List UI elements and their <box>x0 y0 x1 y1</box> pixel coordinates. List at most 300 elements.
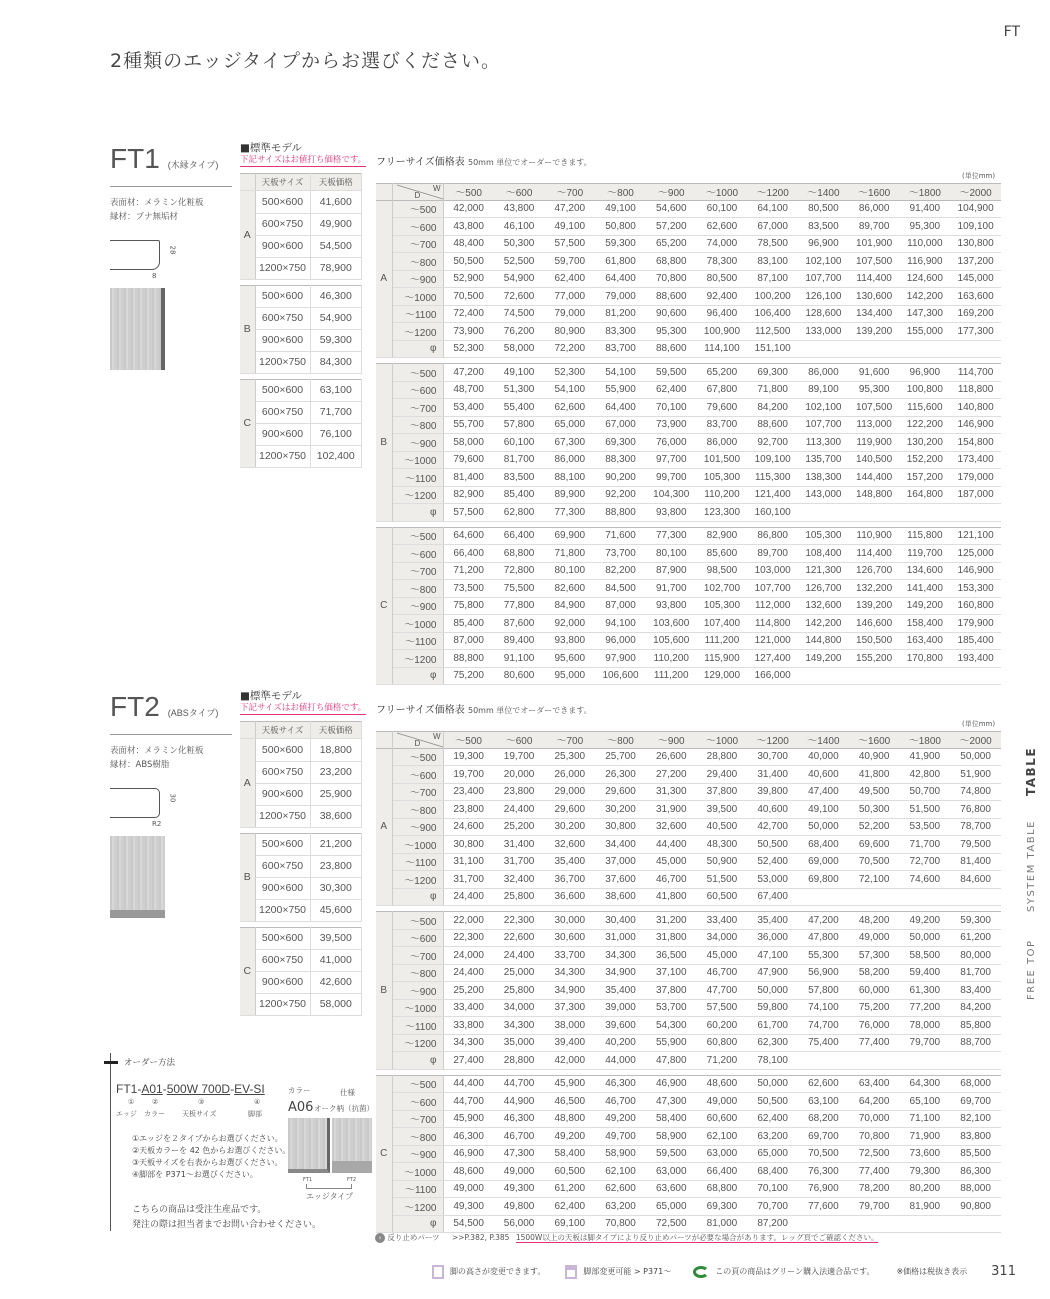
price-cell: 147,300 <box>899 305 950 323</box>
price-cell: 82,100 <box>950 1110 1001 1128</box>
price-cell: 65,200 <box>646 235 697 253</box>
price-cell: 30,400 <box>595 912 646 930</box>
price-cell: 24,000 <box>443 947 494 965</box>
price-cell: 68,800 <box>697 1180 748 1198</box>
price-cell: 29,400 <box>697 766 748 784</box>
price-cell: 137,200 <box>950 253 1001 271</box>
price-row <box>376 562 1001 580</box>
std-size: 500×600 <box>255 285 310 307</box>
price-cell: 31,800 <box>646 929 697 947</box>
price-cell: 89,700 <box>747 545 798 563</box>
empty-cell <box>899 667 950 685</box>
price-cell: 62,400 <box>747 1110 798 1128</box>
price-cell: 63,400 <box>849 1075 900 1093</box>
price-row <box>376 527 1001 545</box>
price-cell: 38,600 <box>595 888 646 906</box>
price-cell: 46,700 <box>646 871 697 889</box>
std-note: 下記サイズはお値打ち価格です。 <box>240 155 367 165</box>
price-cell: 25,800 <box>494 888 545 906</box>
d-header: ～900 <box>392 270 443 288</box>
price-row <box>376 545 1001 563</box>
std-row <box>240 899 362 921</box>
unit-label: (単位mm) <box>962 172 996 180</box>
empty-cell <box>950 504 1001 522</box>
side-tab-system-table[interactable]: SYSTEM TABLE <box>1026 820 1037 912</box>
edge-bracket <box>306 1184 352 1189</box>
price-row <box>376 253 1001 271</box>
price-cell: 101,900 <box>849 235 900 253</box>
price-cell: 126,700 <box>849 562 900 580</box>
d-header: ～700 <box>392 1110 443 1128</box>
price-row <box>376 1017 1001 1035</box>
price-cell: 48,600 <box>697 1075 748 1093</box>
w-header: ～1000 <box>697 184 748 200</box>
std-row <box>240 877 362 899</box>
price-cell: 57,500 <box>544 235 595 253</box>
swatch-ft2 <box>332 1118 372 1173</box>
price-cell: 50,300 <box>849 801 900 819</box>
price-cell: 69,900 <box>544 527 595 545</box>
std-price: 39,500 <box>310 927 362 949</box>
std-row <box>240 445 362 467</box>
std-size: 1200×750 <box>255 805 310 827</box>
price-cell: 173,400 <box>950 451 1001 469</box>
price-cell: 109,100 <box>950 218 1001 236</box>
price-cell: 121,100 <box>950 527 1001 545</box>
std-price: 71,700 <box>310 401 362 423</box>
price-cell: 60,800 <box>697 1034 748 1052</box>
price-row <box>376 1180 1001 1198</box>
price-cell: 107,700 <box>798 416 849 434</box>
d-header: ～800 <box>392 964 443 982</box>
price-cell: 142,200 <box>798 615 849 633</box>
w-header: ～900 <box>646 732 697 748</box>
price-cell: 68,400 <box>798 836 849 854</box>
price-cell: 48,700 <box>443 381 494 399</box>
price-cell: 54,100 <box>544 381 595 399</box>
price-row <box>376 836 1001 854</box>
price-cell: 30,000 <box>544 912 595 930</box>
price-cell: 93,800 <box>544 632 595 650</box>
price-cell: 58,400 <box>544 1145 595 1163</box>
free-group: C <box>376 1075 392 1233</box>
price-cell: 49,000 <box>849 929 900 947</box>
side-tab-table[interactable]: TABLE <box>1024 746 1038 796</box>
std-row <box>240 739 362 761</box>
price-cell: 86,000 <box>697 434 748 452</box>
price-cell: 39,800 <box>747 783 798 801</box>
price-cell: 79,500 <box>950 836 1001 854</box>
price-cell: 134,400 <box>849 305 900 323</box>
price-cell: 81,200 <box>595 305 646 323</box>
price-cell: 37,000 <box>595 853 646 871</box>
price-cell: 49,200 <box>544 1128 595 1146</box>
empty-cell <box>899 504 950 522</box>
price-cell: 77,000 <box>544 288 595 306</box>
price-cell: 76,300 <box>798 1163 849 1181</box>
price-cell: 53,700 <box>646 999 697 1017</box>
price-cell: 100,800 <box>899 381 950 399</box>
price-cell: 54,900 <box>494 270 545 288</box>
price-cell: 121,000 <box>747 632 798 650</box>
d-header: ～900 <box>392 597 443 615</box>
price-row <box>376 1198 1001 1216</box>
price-cell: 70,800 <box>849 1128 900 1146</box>
col-price: 天板価格 <box>310 722 362 739</box>
price-cell: 49,100 <box>798 801 849 819</box>
price-cell: 64,100 <box>747 200 798 218</box>
price-cell: 59,400 <box>899 964 950 982</box>
price-cell: 55,400 <box>494 399 545 417</box>
price-cell: 39,400 <box>544 1034 595 1052</box>
price-cell: 56,000 <box>494 1215 545 1233</box>
price-cell: 35,400 <box>747 912 798 930</box>
material-swatch <box>110 836 165 918</box>
price-cell: 77,800 <box>494 597 545 615</box>
price-cell: 30,800 <box>595 818 646 836</box>
price-cell: 121,400 <box>747 486 798 504</box>
model-name <box>110 143 218 175</box>
price-cell: 74,500 <box>494 305 545 323</box>
std-price: 54,500 <box>310 235 362 257</box>
price-cell: 68,200 <box>798 1110 849 1128</box>
w-header: ～700 <box>544 732 595 748</box>
price-cell: 40,600 <box>747 801 798 819</box>
price-cell: 177,300 <box>950 323 1001 341</box>
price-cell: 143,000 <box>798 486 849 504</box>
std-size: 500×600 <box>255 379 310 401</box>
price-cell: 40,200 <box>595 1034 646 1052</box>
std-row <box>240 833 362 855</box>
price-cell: 52,200 <box>849 818 900 836</box>
price-cell: 60,500 <box>544 1163 595 1181</box>
price-cell: 75,800 <box>443 597 494 615</box>
price-cell: 47,400 <box>798 783 849 801</box>
price-cell: 83,500 <box>494 469 545 487</box>
price-cell: 79,300 <box>899 1163 950 1181</box>
price-cell: 81,400 <box>950 853 1001 871</box>
empty-cell <box>849 1052 900 1070</box>
price-cell: 31,400 <box>494 836 545 854</box>
price-cell: 36,500 <box>646 947 697 965</box>
w-header: ～500 <box>443 732 494 748</box>
price-cell: 96,400 <box>697 305 748 323</box>
w-header: ～1800 <box>899 184 950 200</box>
price-cell: 34,300 <box>494 1017 545 1035</box>
d-header: ～600 <box>392 218 443 236</box>
price-row <box>376 451 1001 469</box>
std-size: 600×750 <box>255 401 310 423</box>
price-row <box>376 200 1001 218</box>
std-row <box>240 235 362 257</box>
order-notice <box>132 1203 321 1233</box>
price-cell: 43,800 <box>494 200 545 218</box>
price-cell: 93,800 <box>646 504 697 522</box>
price-cell: 119,700 <box>899 545 950 563</box>
price-cell: 70,500 <box>798 1145 849 1163</box>
price-cell: 73,600 <box>899 1145 950 1163</box>
price-cell: 157,200 <box>899 469 950 487</box>
step-1: ①エッジを２タイプからお選びください。 <box>132 1134 283 1143</box>
price-cell: 45,000 <box>697 947 748 965</box>
price-cell: 34,900 <box>544 982 595 1000</box>
price-cell: 83,400 <box>950 982 1001 1000</box>
price-cell: 50,000 <box>747 982 798 1000</box>
price-cell: 34,900 <box>595 964 646 982</box>
price-cell: 87,900 <box>646 562 697 580</box>
step-2: ②天板カラーを 42 色からお選びください。 <box>132 1146 291 1155</box>
price-cell: 23,800 <box>443 801 494 819</box>
price-cell: 163,600 <box>950 288 1001 306</box>
price-cell: 70,800 <box>646 270 697 288</box>
std-price: 45,600 <box>310 899 362 921</box>
price-cell: 71,800 <box>747 381 798 399</box>
price-cell: 155,000 <box>899 323 950 341</box>
price-cell: 22,000 <box>443 912 494 930</box>
price-cell: 74,700 <box>798 1017 849 1035</box>
edge-profile-diagram <box>110 788 160 818</box>
price-cell: 76,000 <box>646 434 697 452</box>
w-header: ～1800 <box>899 732 950 748</box>
col-size: 天板サイズ <box>255 722 310 739</box>
price-cell: 102,700 <box>697 580 748 598</box>
price-row <box>376 218 1001 236</box>
price-cell: 63,000 <box>646 1163 697 1181</box>
std-size: 900×600 <box>255 877 310 899</box>
d-header: ～1000 <box>392 1163 443 1181</box>
price-cell: 92,700 <box>747 434 798 452</box>
price-cell: 58,500 <box>899 947 950 965</box>
std-size: 900×600 <box>255 423 310 445</box>
price-cell: 76,800 <box>950 801 1001 819</box>
price-cell: 115,600 <box>899 399 950 417</box>
price-row <box>376 1075 1001 1093</box>
d-header: ～1000 <box>392 451 443 469</box>
price-cell: 24,600 <box>443 818 494 836</box>
d-header: ～1000 <box>392 999 443 1017</box>
std-row <box>240 307 362 329</box>
price-cell: 46,300 <box>443 1128 494 1146</box>
price-cell: 30,700 <box>747 748 798 766</box>
price-cell: 19,300 <box>443 748 494 766</box>
empty-cell <box>798 1052 849 1070</box>
price-cell: 49,100 <box>544 218 595 236</box>
page-title: 2種類のエッジタイプからお選びください。 <box>110 50 501 72</box>
price-cell: 78,100 <box>747 1052 798 1070</box>
price-cell: 48,800 <box>544 1110 595 1128</box>
price-cell: 46,700 <box>494 1128 545 1146</box>
price-cell: 41,800 <box>849 766 900 784</box>
price-cell: 72,600 <box>494 288 545 306</box>
price-cell: 72,500 <box>646 1215 697 1233</box>
price-cell: 79,700 <box>899 1034 950 1052</box>
price-cell: 82,200 <box>595 562 646 580</box>
std-size: 900×600 <box>255 329 310 351</box>
price-cell: 140,500 <box>849 451 900 469</box>
price-cell: 64,300 <box>899 1075 950 1093</box>
d-label: D <box>414 738 421 748</box>
price-cell: 152,200 <box>899 451 950 469</box>
price-cell: 34,300 <box>595 947 646 965</box>
price-cell: 185,400 <box>950 632 1001 650</box>
price-cell: 25,000 <box>494 964 545 982</box>
price-cell: 79,000 <box>544 305 595 323</box>
std-size: 1200×750 <box>255 257 310 279</box>
price-cell: 31,100 <box>443 853 494 871</box>
std-row <box>240 761 362 783</box>
price-cell: 59,700 <box>544 253 595 271</box>
price-cell: 52,300 <box>443 340 494 358</box>
price-cell: 103,600 <box>646 615 697 633</box>
price-cell: 49,300 <box>494 1180 545 1198</box>
d-header: ～600 <box>392 766 443 784</box>
price-cell: 105,300 <box>697 597 748 615</box>
w-header: ～1200 <box>747 184 798 200</box>
price-row <box>376 783 1001 801</box>
price-row <box>376 340 1001 358</box>
price-cell: 89,100 <box>798 381 849 399</box>
price-cell: 169,200 <box>950 305 1001 323</box>
price-cell: 69,600 <box>849 836 900 854</box>
price-cell: 49,500 <box>849 783 900 801</box>
d-header: ～700 <box>392 947 443 965</box>
price-cell: 179,900 <box>950 615 1001 633</box>
unit-label: (単位mm) <box>962 720 996 728</box>
price-cell: 88,300 <box>595 451 646 469</box>
price-cell: 28,800 <box>697 748 748 766</box>
d-header: ～800 <box>392 253 443 271</box>
surface-material: 表面材：メラミン化粧板 <box>110 198 204 208</box>
price-cell: 47,100 <box>747 947 798 965</box>
price-cell: 85,500 <box>950 1145 1001 1163</box>
price-cell: 87,100 <box>747 270 798 288</box>
price-cell: 86,000 <box>544 451 595 469</box>
model-name <box>110 691 218 723</box>
price-cell: 60,000 <box>849 982 900 1000</box>
price-cell: 91,700 <box>646 580 697 598</box>
price-cell: 54,100 <box>595 364 646 382</box>
price-cell: 27,400 <box>443 1052 494 1070</box>
price-cell: 187,000 <box>950 486 1001 504</box>
price-row <box>376 667 1001 685</box>
price-cell: 47,200 <box>443 364 494 382</box>
std-price: 18,800 <box>310 739 362 761</box>
price-cell: 60,600 <box>697 1110 748 1128</box>
price-cell: 59,300 <box>595 235 646 253</box>
price-cell: 29,600 <box>595 783 646 801</box>
price-cell: 25,300 <box>544 748 595 766</box>
price-cell: 81,700 <box>494 451 545 469</box>
price-row <box>376 486 1001 504</box>
page-number: 311 <box>991 1264 1016 1279</box>
price-cell: 34,300 <box>544 964 595 982</box>
price-cell: 80,100 <box>646 545 697 563</box>
empty-cell <box>849 504 900 522</box>
price-cell: 59,300 <box>950 912 1001 930</box>
price-cell: 179,000 <box>950 469 1001 487</box>
d-header: ～700 <box>392 235 443 253</box>
price-cell: 47,800 <box>646 1052 697 1070</box>
price-cell: 50,500 <box>443 253 494 271</box>
warp-ref-link[interactable]: >>P.382, P.385 <box>451 1233 510 1242</box>
price-cell: 91,100 <box>494 650 545 668</box>
price-cell: 64,200 <box>849 1093 900 1111</box>
price-cell: 70,500 <box>849 853 900 871</box>
std-size: 900×600 <box>255 971 310 993</box>
price-cell: 69,100 <box>544 1215 595 1233</box>
d-header: ～600 <box>392 1093 443 1111</box>
std-row <box>240 927 362 949</box>
price-cell: 129,000 <box>697 667 748 685</box>
free-group: A <box>376 748 392 906</box>
price-cell: 80,900 <box>544 323 595 341</box>
std-row <box>240 855 362 877</box>
side-tab-free-top[interactable]: FREE TOP <box>1026 939 1037 1000</box>
price-cell: 60,500 <box>697 888 748 906</box>
price-cell: 36,000 <box>747 929 798 947</box>
price-cell: 35,400 <box>544 853 595 871</box>
price-cell: 50,000 <box>798 818 849 836</box>
price-cell: 71,600 <box>595 527 646 545</box>
price-cell: 85,400 <box>494 486 545 504</box>
price-cell: 49,000 <box>443 1180 494 1198</box>
price-cell: 43,800 <box>443 218 494 236</box>
std-price: 38,600 <box>310 805 362 827</box>
price-cell: 74,600 <box>899 871 950 889</box>
price-cell: 58,200 <box>849 964 900 982</box>
price-cell: 114,400 <box>849 545 900 563</box>
price-row <box>376 364 1001 382</box>
d-header: ～1200 <box>392 1034 443 1052</box>
col-size: 天板サイズ <box>255 174 310 191</box>
price-cell: 72,100 <box>849 871 900 889</box>
price-row <box>376 615 1001 633</box>
price-cell: 66,400 <box>697 1163 748 1181</box>
price-cell: 39,000 <box>595 999 646 1017</box>
price-cell: 92,200 <box>595 486 646 504</box>
w-header: ～1400 <box>798 732 849 748</box>
num-4: ④ <box>254 1098 261 1106</box>
price-cell: 22,300 <box>443 929 494 947</box>
std-group: A <box>240 739 255 827</box>
price-cell: 24,400 <box>443 964 494 982</box>
d-header: φ <box>392 1052 443 1070</box>
price-cell: 193,400 <box>950 650 1001 668</box>
price-cell: 48,200 <box>849 912 900 930</box>
step-3: ③天板サイズを右表からお選びください。 <box>132 1158 283 1167</box>
price-cell: 61,300 <box>899 982 950 1000</box>
price-cell: 68,400 <box>747 1163 798 1181</box>
price-cell: 31,000 <box>595 929 646 947</box>
footer-leg-text: 脚部変更可能 > P371～ <box>583 1267 672 1276</box>
price-cell: 58,000 <box>494 340 545 358</box>
price-cell: 64,400 <box>595 270 646 288</box>
footer-green-text: この頁の商品はグリーン購入法適合品です。 <box>715 1267 875 1276</box>
price-cell: 31,300 <box>646 783 697 801</box>
price-cell: 48,600 <box>443 1163 494 1181</box>
price-cell: 30,200 <box>595 801 646 819</box>
dim-height: 28 <box>168 245 177 255</box>
price-cell: 62,600 <box>595 1180 646 1198</box>
price-row <box>376 1110 1001 1128</box>
empty-cell <box>849 340 900 358</box>
price-cell: 84,600 <box>950 871 1001 889</box>
price-cell: 20,000 <box>494 766 545 784</box>
d-header: ～700 <box>392 562 443 580</box>
d-header: ～1000 <box>392 836 443 854</box>
price-cell: 67,300 <box>544 434 595 452</box>
price-cell: 30,600 <box>544 929 595 947</box>
